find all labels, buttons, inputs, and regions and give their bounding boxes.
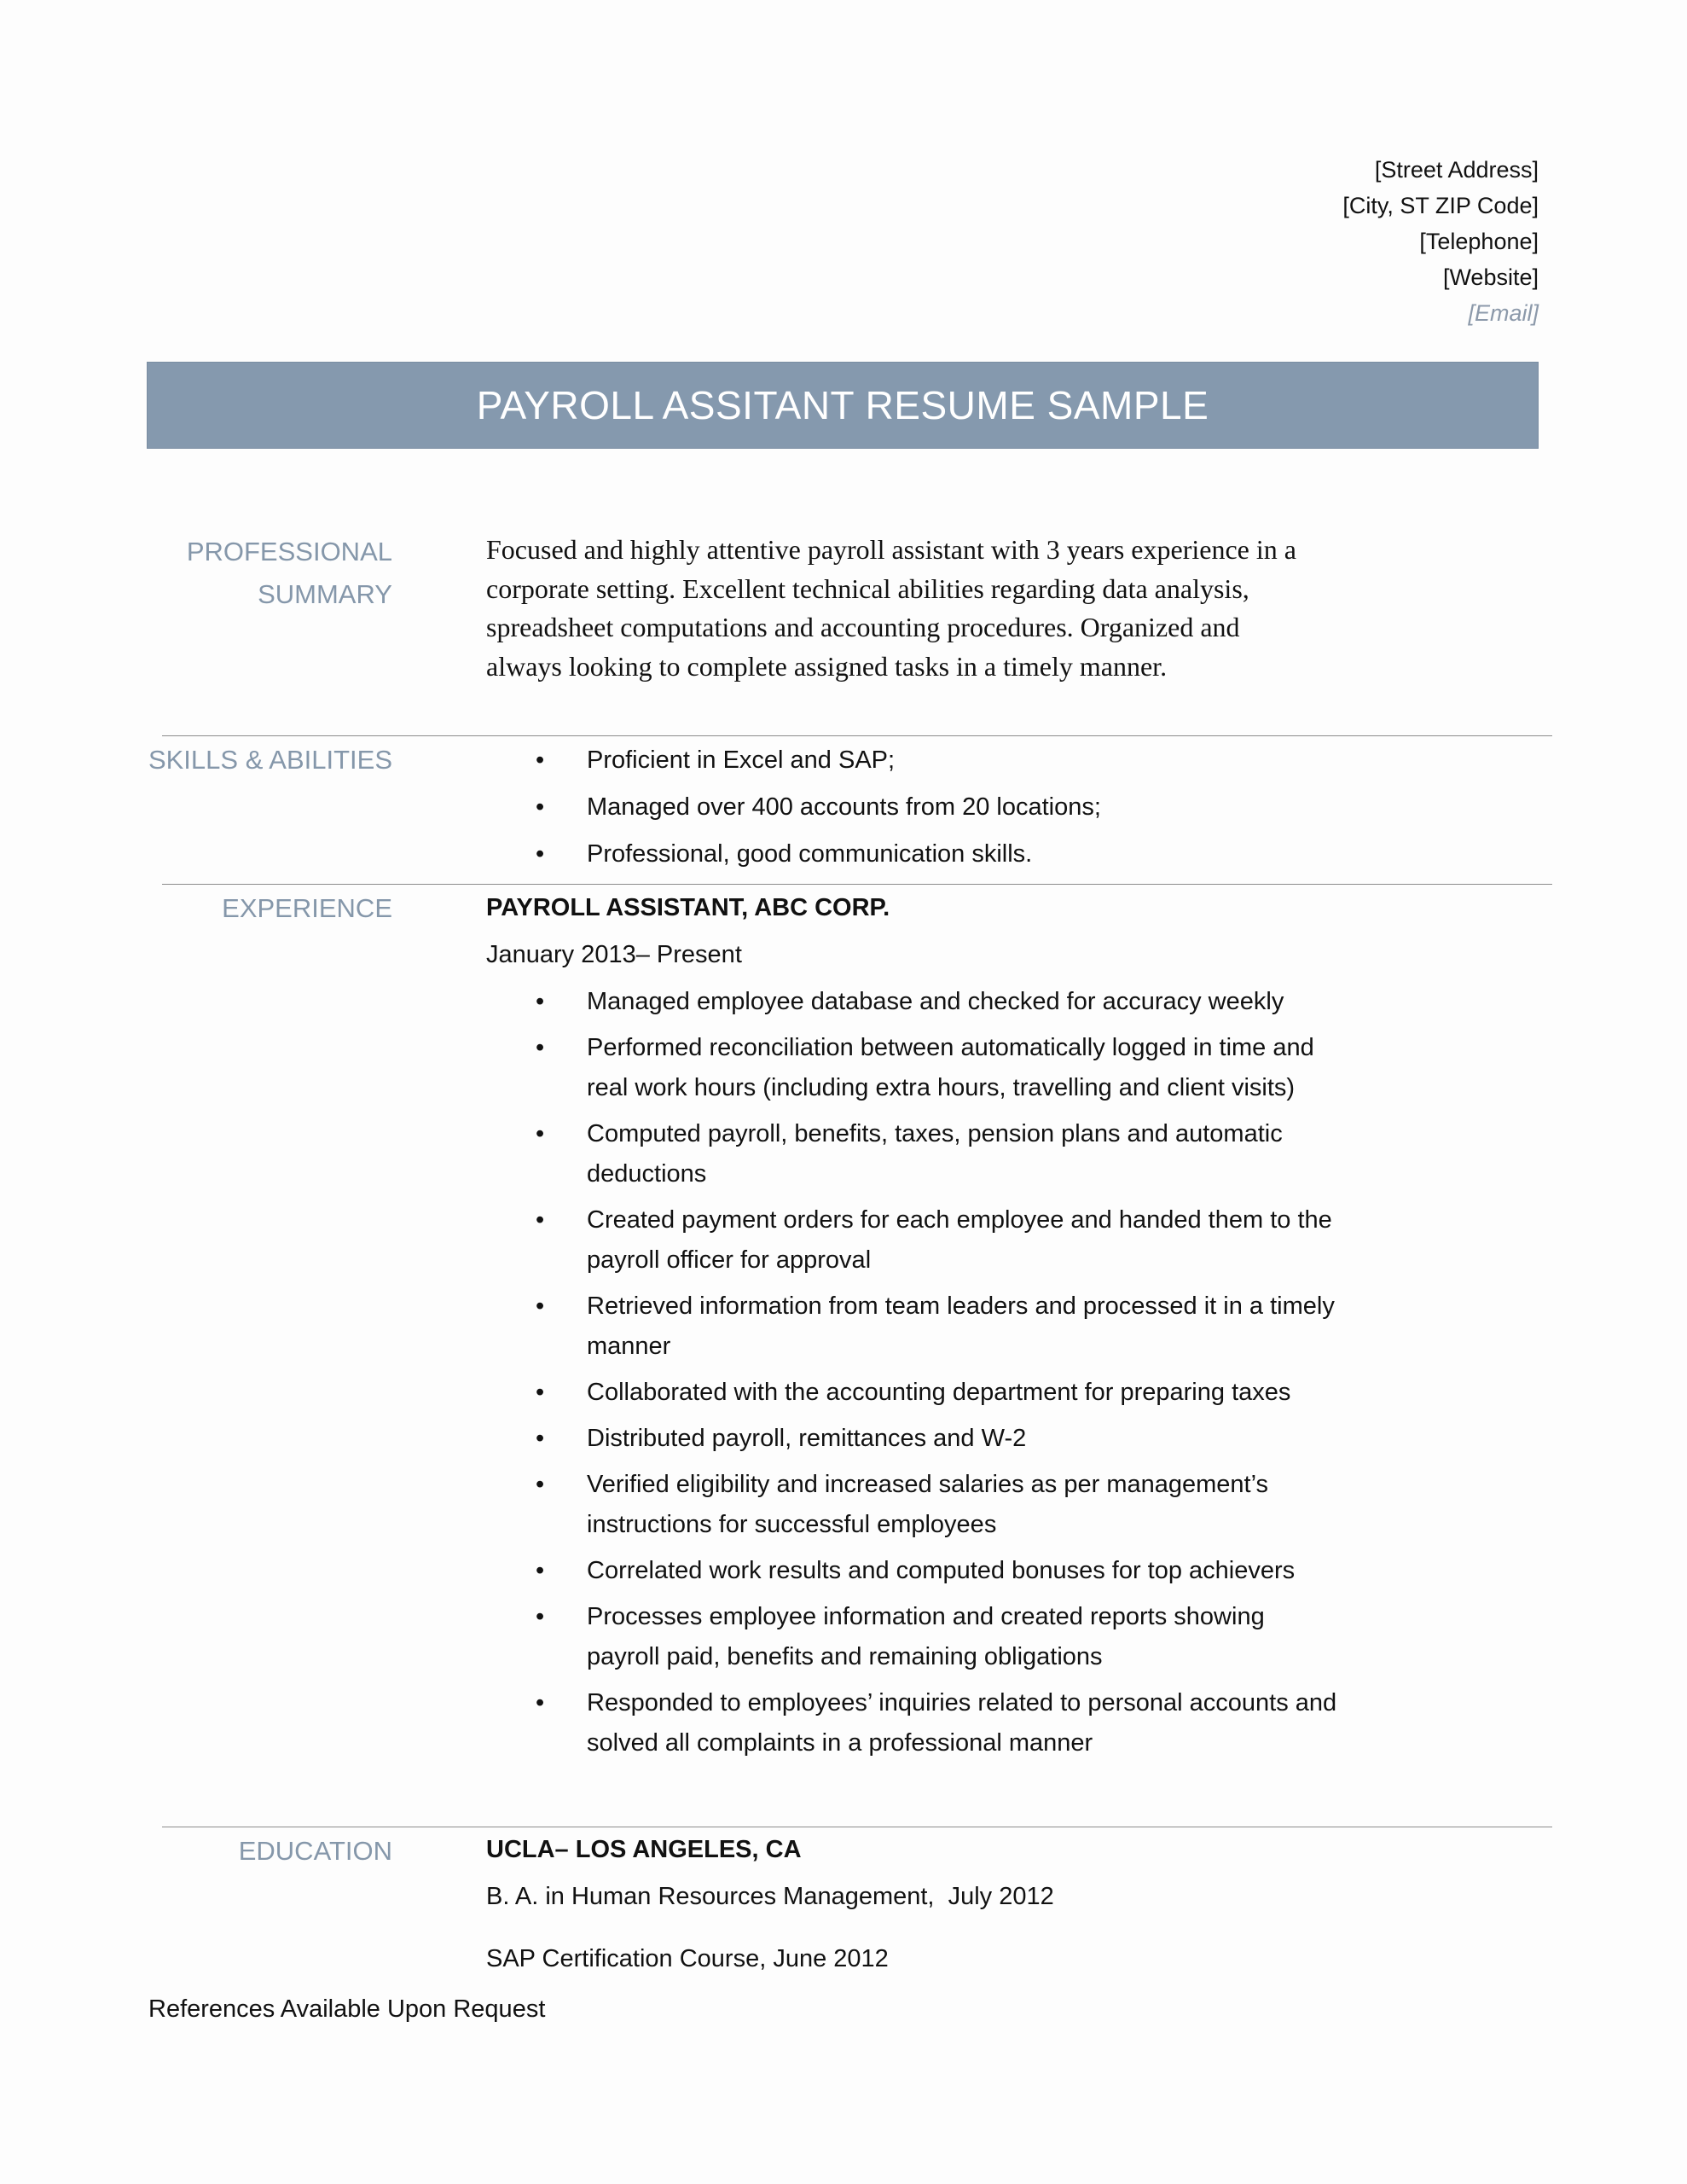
list-item: • Processes employee information and created reports showing payroll paid, benefits and remaining obligations: [486, 1597, 1339, 1677]
skills-list: [486, 741, 1339, 881]
divider-skills-experience: [162, 884, 1552, 885]
skills-section-label: SKILLS & ABILITIES: [148, 745, 392, 775]
list-item: • Retrieved information from team leaders and processed it in a timely manner: [486, 1287, 1339, 1367]
divider-summary-skills: [162, 735, 1552, 736]
list-item: • Distributed payroll, remittances and W-2: [486, 1419, 1339, 1459]
summary-section-label: [136, 531, 392, 616]
street-address: [Street Address]: [1374, 157, 1539, 183]
list-item: • Professional, good communication skills.: [486, 834, 1339, 874]
summary-text: Focused and highly attentive payroll assistant with 3 years experience in a corporate setting. Excellent technical abilities regarding data analysis, spreadsheet computations and accounting procedures. Organized and always looking to complete assigned tasks in a timely manner.: [486, 534, 1296, 682]
list-item: • Correlated work results and computed bonuses for top achievers: [486, 1551, 1339, 1591]
job-dates: January 2013– Present: [486, 941, 742, 968]
list-item: • Created payment orders for each employee and handed them to the payroll officer for approval: [486, 1200, 1339, 1281]
city-state-zip: [City, ST ZIP Code]: [1342, 193, 1539, 218]
education-degree: B. A. in Human Resources Management, July 2012: [486, 1883, 1054, 1910]
summary-label-line1: PROFESSIONAL: [186, 537, 392, 566]
list-item: • Computed payroll, benefits, taxes, pension plans and automatic deductions: [486, 1114, 1339, 1194]
education-section-label: EDUCATION: [238, 1836, 392, 1866]
telephone: [Telephone]: [1419, 229, 1539, 254]
list-item: • Proficient in Excel and SAP;: [486, 741, 1339, 781]
title-banner: [147, 362, 1539, 449]
list-item: • Managed over 400 accounts from 20 locations;: [486, 787, 1339, 828]
experience-section-label: EXPERIENCE: [222, 893, 392, 923]
list-item: • Verified eligibility and increased salaries as per management’s instructions for successful employees: [486, 1465, 1339, 1545]
list-item: • Collaborated with the accounting department for preparing taxes: [486, 1373, 1339, 1413]
education-certification: SAP Certification Course, June 2012: [486, 1945, 889, 1972]
resume-title: PAYROLL ASSITANT RESUME SAMPLE: [476, 383, 1209, 427]
email: [Email]: [1468, 300, 1539, 326]
experience-duties-list: [486, 982, 1339, 1769]
website: [Website]: [1442, 264, 1539, 290]
list-item: • Responded to employees’ inquiries related to personal accounts and solved all complaints in a professional manner: [486, 1683, 1339, 1763]
list-item: • Performed reconciliation between automatically logged in time and real work hours (including extra hours, travelling and client visits): [486, 1028, 1339, 1108]
list-item: • Managed employee database and checked for accuracy weekly: [486, 982, 1339, 1022]
references-note: References Available Upon Request: [148, 1995, 546, 2023]
summary-label-line2: SUMMARY: [258, 579, 392, 609]
job-title: PAYROLL ASSISTANT, ABC CORP.: [486, 894, 890, 921]
contact-block: [1342, 152, 1539, 331]
education-school: UCLA– LOS ANGELES, CA: [486, 1836, 802, 1863]
